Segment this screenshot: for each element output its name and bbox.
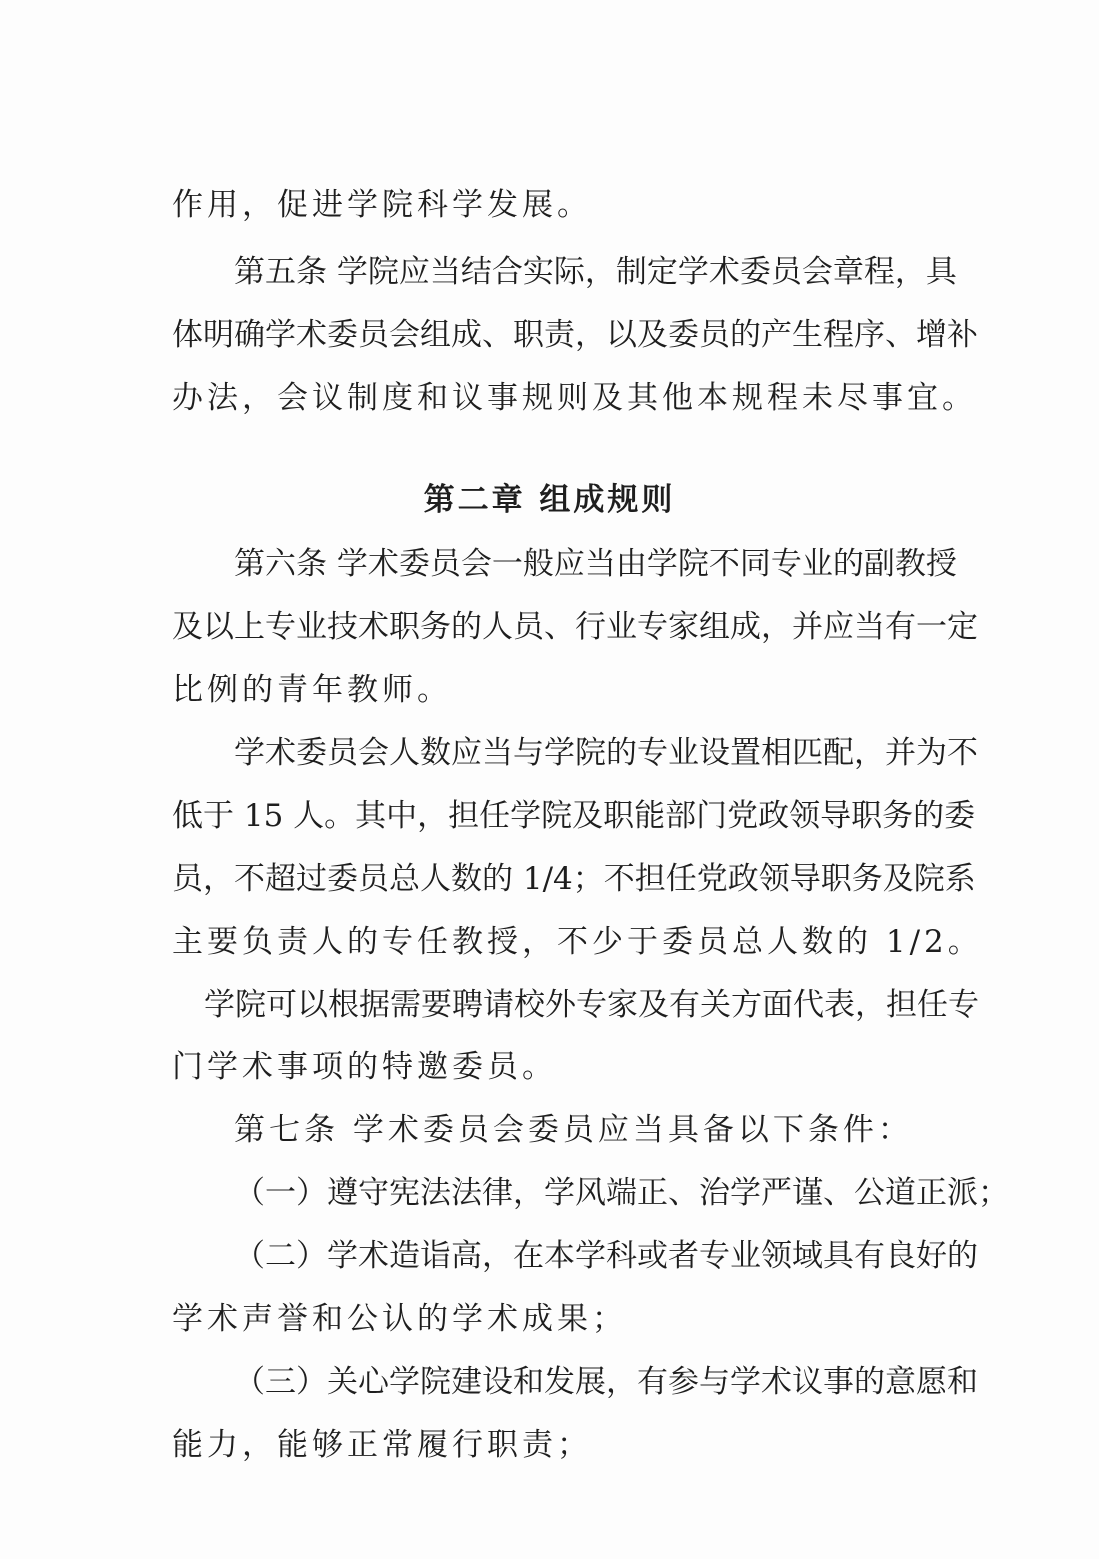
text-line-14: 第七条 学术委员会委员应当具备以下条件： [234,1112,913,1148]
text-line-9: 低于 15 人。其中，担任学院及职能部门党政领导职务的委 [172,798,976,834]
text-line-12: 学院可以根据需要聘请校外专家及有关方面代表，担任专 [204,987,979,1023]
text-line-1: 作用，促进学院科学发展。 [172,187,592,223]
text-line-17: 学术声誉和公认的学术成果； [172,1301,627,1337]
text-line-8: 学术委员会人数应当与学院的专业设置相匹配，并为不 [234,735,978,771]
text-line-18: （三）关心学院建设和发展，有参与学术议事的意愿和 [234,1364,978,1400]
text-line-11: 主要负责人的专任教授，不少于委员总人数的 1/2。 [172,924,983,960]
text-line-13: 门学术事项的特邀委员。 [172,1049,557,1085]
text-line-6: 及以上专业技术职务的人员、行业专家组成，并应当有一定 [172,609,978,645]
text-line-2: 第五条 学院应当结合实际，制定学术委员会章程，具 [234,254,957,290]
text-line-7: 比例的青年教师。 [172,672,452,708]
chapter-heading: 第二章 组成规则 [423,482,676,518]
text-line-19: 能力，能够正常履行职责； [172,1427,592,1463]
text-line-4: 办法，会议制度和议事规则及其他本规程未尽事宜。 [172,380,977,416]
text-line-5: 第六条 学术委员会一般应当由学院不同专业的副教授 [234,546,957,582]
text-line-10: 员，不超过委员总人数的 1/4；不担任党政领导职务及院系 [172,861,976,897]
text-line-15: （一）遵守宪法法律，学风端正、治学严谨、公道正派； [234,1175,1009,1211]
text-line-3: 体明确学术委员会组成、职责，以及委员的产生程序、增补 [172,317,978,353]
text-line-16: （二）学术造诣高，在本学科或者专业领域具有良好的 [234,1238,978,1274]
